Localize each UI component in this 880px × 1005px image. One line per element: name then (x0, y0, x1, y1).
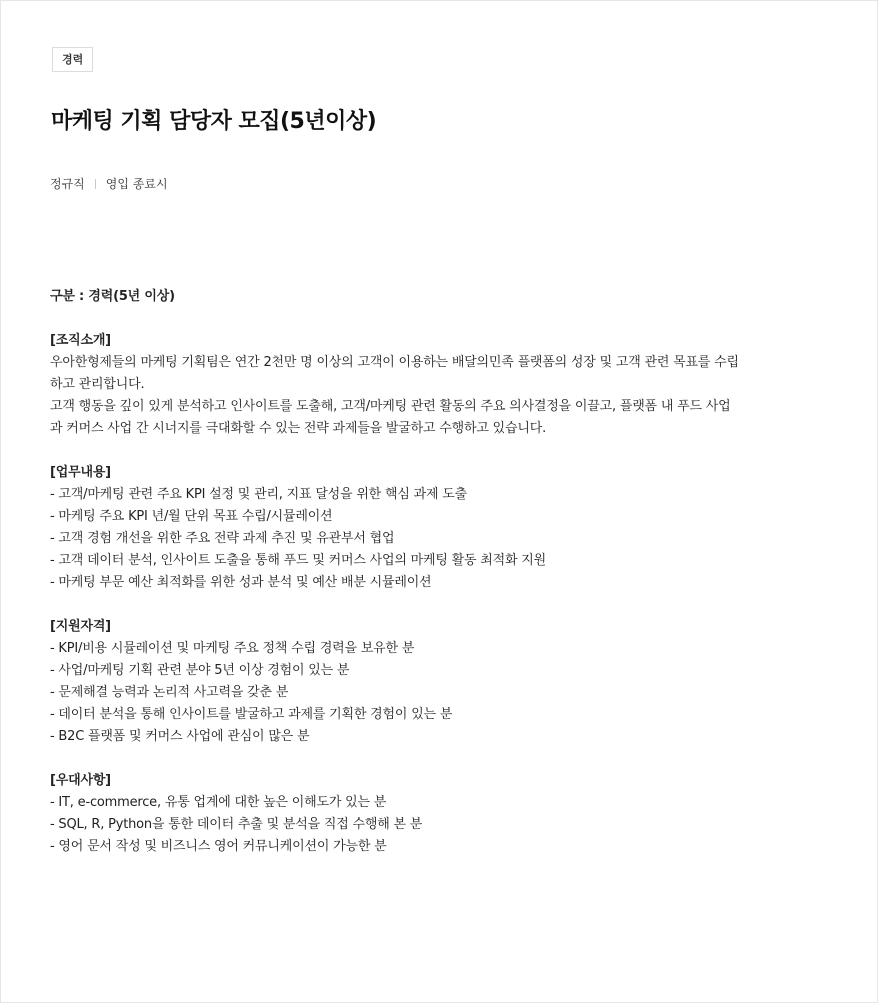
preferred-item: - 영어 문서 작성 및 비즈니스 영어 커뮤니케이션이 가능한 분 (50, 839, 387, 854)
duty-item: - 마케팅 주요 KPI 년/월 단위 목표 수립/시뮬레이션 (50, 509, 333, 524)
org-line: 우아한형제들의 마케팅 기획팀은 연간 2천만 명 이상의 고객이 이용하는 배달의민족 플랫폼의 성장 및 고객 관련 목표를 수립 (50, 355, 739, 370)
requirements-heading: [지원자격] (50, 619, 111, 634)
duty-item: - 고객 경험 개선을 위한 주요 전략 과제 추진 및 유관부서 협업 (50, 531, 395, 546)
preferred-heading: [우대사항] (50, 773, 111, 788)
requirement-item: - KPI/비용 시뮬레이션 및 마케팅 주요 정책 수립 경력을 보유한 분 (50, 641, 415, 656)
page-title: 마케팅 기획 담당자 모집(5년이상) (51, 109, 377, 134)
org-line: 하고 관리합니다. (50, 377, 145, 392)
recruit-schedule: 영입 종료시 (105, 177, 168, 191)
job-description (50, 286, 835, 858)
job-meta (50, 175, 168, 192)
requirement-item: - B2C 플랫폼 및 커머스 사업에 관심이 많은 분 (50, 729, 310, 744)
duty-item: - 마케팅 부문 예산 최적화를 위한 성과 분석 및 예산 배분 시뮬레이션 (50, 575, 432, 590)
classification: 구분 : 경력(5년 이상) (50, 289, 175, 304)
org-line: 고객 행동을 깊이 있게 분석하고 인사이트를 도출해, 고객/마케팅 관련 활동의 주요 의사결정을 이끌고, 플랫폼 내 푸드 사업 (50, 399, 731, 414)
preferred-item: - SQL, R, Python을 통한 데이터 추출 및 분석을 직접 수행해 본 분 (50, 817, 423, 832)
career-badge: 경력 (52, 47, 93, 72)
org-heading: [조직소개] (50, 333, 111, 348)
duty-item: - 고객/마케팅 관련 주요 KPI 설정 및 관리, 지표 달성을 위한 핵심 과제 도출 (50, 487, 467, 502)
requirement-item: - 사업/마케팅 기획 관련 분야 5년 이상 경험이 있는 분 (50, 663, 350, 678)
duties-heading: [업무내용] (50, 465, 111, 480)
requirement-item: - 데이터 분석을 통해 인사이트를 발굴하고 과제를 기획한 경험이 있는 분 (50, 707, 453, 722)
meta-divider (95, 179, 96, 189)
requirement-item: - 문제해결 능력과 논리적 사고력을 갖춘 분 (50, 685, 289, 700)
preferred-item: - IT, e-commerce, 유통 업계에 대한 높은 이해도가 있는 분 (50, 795, 387, 810)
employment-type: 정규직 (50, 177, 85, 191)
org-line: 과 커머스 사업 간 시너지를 극대화할 수 있는 전략 과제들을 발굴하고 수행하고 있습니다. (50, 421, 547, 436)
duty-item: - 고객 데이터 분석, 인사이트 도출을 통해 푸드 및 커머스 사업의 마케팅 활동 최적화 지원 (50, 553, 547, 568)
